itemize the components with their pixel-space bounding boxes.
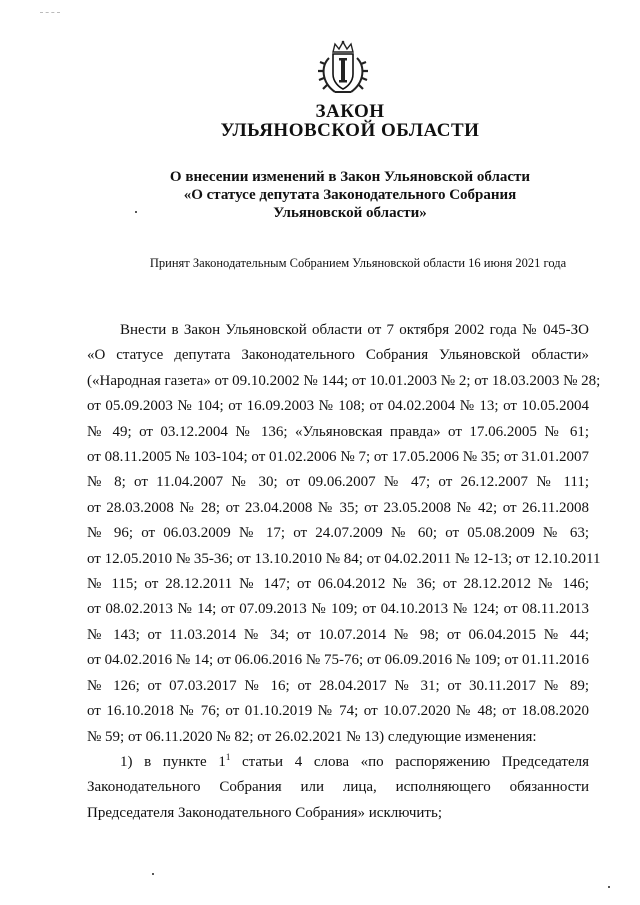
subject-line-1: О внесении изменений в Закон Ульяновской области [169,169,531,185]
body-line: от 08.11.2005 № 103-104; от 01.02.2006 № 7; от 17.05.2006 № 35; от 31.01.2007 [87,449,589,466]
body-line: от 28.03.2008 № 28; от 23.04.2008 № 35; от 23.05.2008 № 42; от 26.11.2008 [87,499,589,516]
body-line: № 126; от 07.03.2017 № 16; от 28.04.2017 № 31; от 30.11.2017 № 89; [87,677,589,694]
item-1-rest: статьи 4 слова «по распоряжению Председателя [230,753,589,770]
body-line: № 8; от 11.04.2007 № 30; от 09.06.2007 № 47; от 26.12.2007 № 111; [87,474,589,491]
body-line: («Народная газета» от 09.10.2002 № 144; от 10.01.2003 № 2; от 18.03.2003 № 28; [87,372,601,389]
item-1-superscript: 1 [225,751,231,762]
item-1-prefix: 1) в пункте 1 [120,753,226,770]
body-line: от 04.02.2016 № 14; от 06.06.2016 № 75-76; от 06.09.2016 № 109; от 01.11.2016 [87,652,589,669]
scan-speck [152,873,154,875]
law-body-text [87,318,601,826]
scan-speck [608,886,610,888]
body-line: № 49; от 03.12.2004 № 136; «Ульяновская правда» от 17.06.2005 № 61; [87,423,589,440]
body-line: № 96; от 06.03.2009 № 17; от 24.07.2009 № 60; от 05.08.2009 № 63; [87,525,589,542]
law-title: ЗАКОН [315,101,385,122]
adoption-note: Принят Законодательным Собранием Ульяновской области 16 июня 2021 года [149,256,567,270]
coat-of-arms-icon [313,38,373,98]
item-1-line-1 [87,750,589,775]
coat-of-arms-emblem [313,38,373,98]
body-line: от 12.05.2010 № 35-36; от 13.10.2010 № 84; от 04.02.2011 № 12-13; от 12.10.2011 [87,550,601,567]
scan-mark [40,12,60,14]
body-line: от 05.09.2003 № 104; от 16.09.2003 № 108; от 04.02.2004 № 13; от 10.05.2004 [87,398,589,415]
subject-line-2: «О статусе депутата Законодательного Собрания [183,187,517,203]
item-1-line-2: Законодательного Собрания или лица, исполняющего обязанности [87,779,589,796]
body-line: Внести в Закон Ульяновской области от 7 октября 2002 года № 045-ЗО [120,322,589,338]
scan-speck [135,211,137,213]
subject-line-3: Ульяновской области» [273,205,427,221]
law-region-title: УЛЬЯНОВСКОЙ ОБЛАСТИ [220,120,480,141]
body-line: «О статусе депутата Законодательного Собрания Ульяновской области» [87,347,589,364]
item-1-line-3: Председателя Законодательного Собрания» исключить; [87,804,442,821]
body-line: № 59; от 06.11.2020 № 82; от 26.02.2021 № 13) следующие изменения: [87,728,537,745]
body-line: от 08.02.2013 № 14; от 07.09.2013 № 109; от 04.10.2013 № 124; от 08.11.2013 [87,601,589,618]
body-line: от 16.10.2018 № 76; от 01.10.2019 № 74; от 10.07.2020 № 48; от 18.08.2020 [87,703,589,720]
body-line: № 115; от 28.12.2011 № 147; от 06.04.2012 № 36; от 28.12.2012 № 146; [87,576,589,593]
body-line: № 143; от 11.03.2014 № 34; от 10.07.2014 № 98; от 06.04.2015 № 44; [87,626,589,643]
